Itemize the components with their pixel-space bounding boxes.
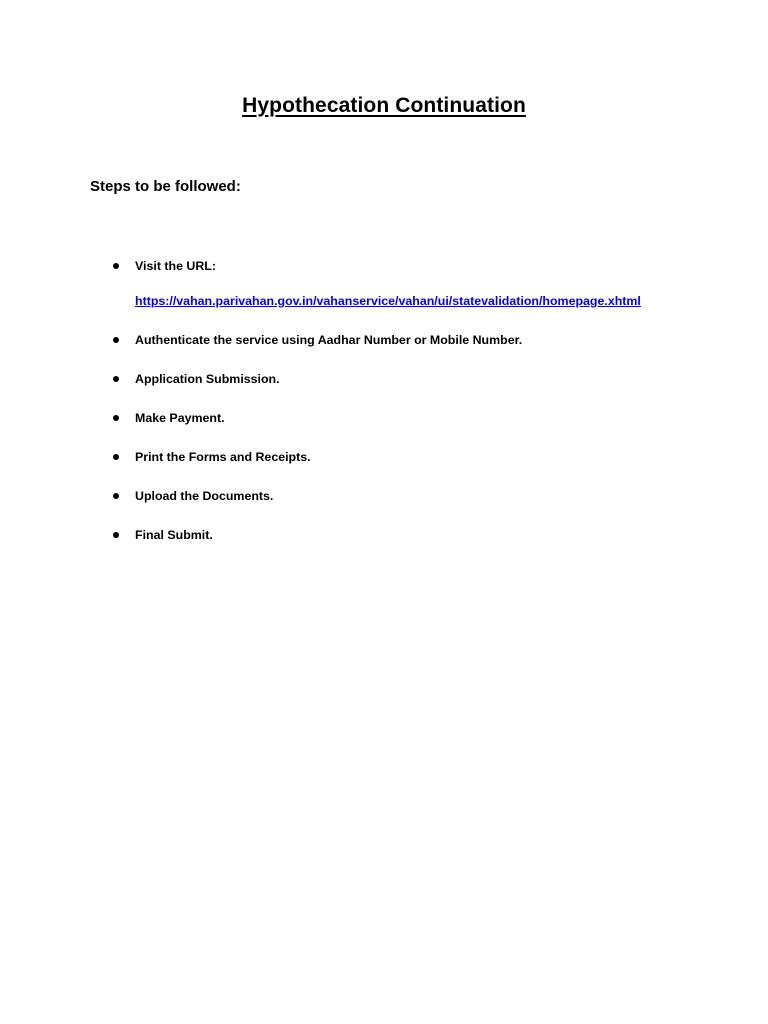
list-item-url — [110, 291, 730, 311]
bullet-icon — [113, 337, 119, 343]
bullet-icon — [113, 493, 119, 499]
step-label: Make Payment. — [135, 411, 225, 425]
list-item — [110, 256, 730, 276]
list-item — [110, 408, 730, 428]
step-label: Authenticate the service using Aadhar Number or Mobile Number. — [135, 333, 523, 347]
step-label: Visit the URL: — [135, 259, 217, 273]
section-heading: Steps to be followed: — [90, 178, 241, 195]
bullet-icon — [113, 532, 119, 538]
step-label: Application Submission. — [135, 372, 280, 386]
list-item — [110, 525, 730, 545]
list-item — [110, 486, 730, 506]
bullet-icon — [113, 454, 119, 460]
bullet-icon — [113, 415, 119, 421]
bullet-icon — [113, 263, 119, 269]
list-item — [110, 330, 730, 350]
list-item — [110, 369, 730, 389]
document-title — [0, 94, 768, 118]
step-label: Upload the Documents. — [135, 489, 274, 503]
document-title-text: Hypothecation Continuation — [242, 94, 526, 117]
url-link[interactable]: https://vahan.parivahan.gov.in/vahanservice/vahan/ui/statevalidation/homepage.xhtml — [135, 294, 641, 308]
bullet-icon — [113, 376, 119, 382]
step-label: Final Submit. — [135, 528, 213, 542]
step-label: Print the Forms and Receipts. — [135, 450, 311, 464]
steps-list — [110, 256, 730, 545]
list-item — [110, 447, 730, 467]
